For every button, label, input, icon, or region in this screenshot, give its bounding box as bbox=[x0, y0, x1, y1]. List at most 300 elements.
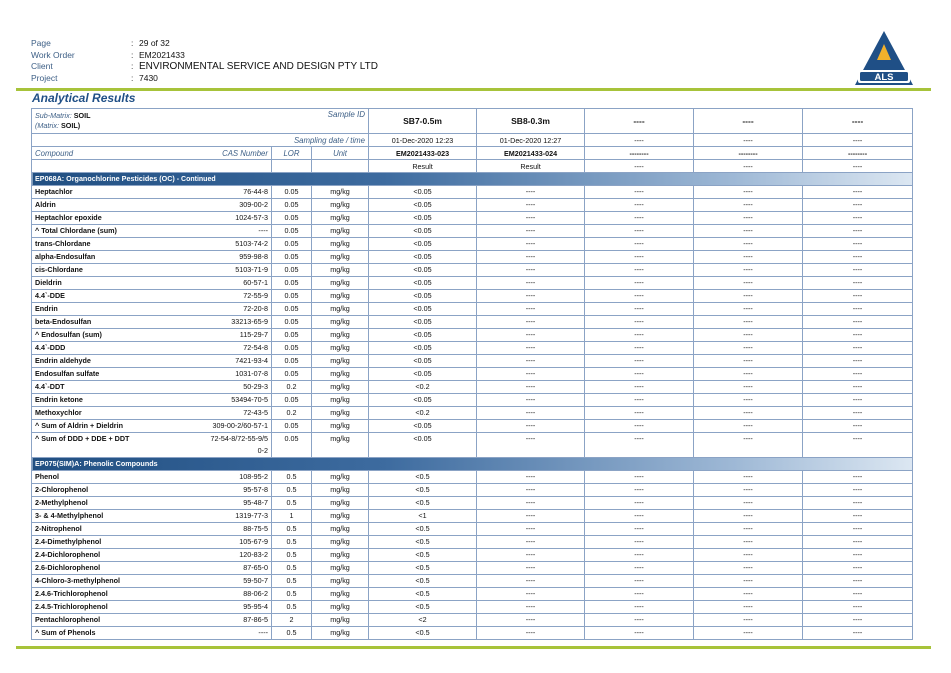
result-empty: ---- bbox=[477, 212, 585, 225]
result-value: <0.05 bbox=[369, 290, 477, 303]
cas-value: 1319-77-3 bbox=[235, 511, 268, 520]
table-row bbox=[32, 497, 913, 510]
unit-value: mg/kg bbox=[312, 290, 369, 303]
lor-value: 0.05 bbox=[272, 342, 312, 355]
result-empty: ---- bbox=[694, 588, 803, 601]
result-empty: ---- bbox=[585, 523, 694, 536]
result-value: <0.05 bbox=[369, 433, 477, 458]
section-title: EP075(SIM)A: Phenolic Compounds bbox=[35, 459, 158, 468]
lor-value: 0.05 bbox=[272, 433, 312, 458]
lor-value: 0.05 bbox=[272, 316, 312, 329]
unit-value: mg/kg bbox=[312, 329, 369, 342]
sample-id: SB8-0.3m bbox=[477, 109, 585, 134]
submatrix-value: SOIL bbox=[73, 111, 91, 120]
result-empty: ---- bbox=[694, 342, 803, 355]
lor-value: 0.5 bbox=[272, 588, 312, 601]
compound-name: Pentachlorophenol bbox=[32, 614, 200, 627]
compound-name: 2-Methylphenol bbox=[32, 497, 200, 510]
compound-name: 2.6-Dichlorophenol bbox=[32, 562, 200, 575]
result-empty: ---- bbox=[585, 549, 694, 562]
result-empty: ---- bbox=[803, 186, 913, 199]
result-empty: ---- bbox=[694, 368, 803, 381]
result-empty: ---- bbox=[477, 342, 585, 355]
cas-value: 95-95-4 bbox=[243, 602, 268, 611]
result-empty: ---- bbox=[477, 420, 585, 433]
result-empty: ---- bbox=[803, 601, 913, 614]
sample-id-label: Sample ID bbox=[272, 109, 369, 134]
cas-value: ---- bbox=[258, 628, 268, 637]
result-empty: ---- bbox=[477, 277, 585, 290]
results-table bbox=[31, 108, 913, 640]
result-empty: ---- bbox=[585, 484, 694, 497]
lor-value: 2 bbox=[272, 614, 312, 627]
result-empty: ---- bbox=[694, 497, 803, 510]
result-empty: ---- bbox=[694, 407, 803, 420]
result-value: <0.05 bbox=[369, 303, 477, 316]
sampling-date: 01-Dec-2020 12:27 bbox=[477, 134, 585, 147]
result-empty: ---- bbox=[803, 420, 913, 433]
result-value: <0.05 bbox=[369, 251, 477, 264]
table-row bbox=[32, 264, 913, 277]
lor-value: 0.05 bbox=[272, 290, 312, 303]
result-empty: ---- bbox=[803, 199, 913, 212]
lor-value: 0.5 bbox=[272, 536, 312, 549]
result-value: <0.05 bbox=[369, 212, 477, 225]
result-empty: ---- bbox=[585, 264, 694, 277]
lor-value: 0.2 bbox=[272, 407, 312, 420]
result-empty: ---- bbox=[803, 471, 913, 484]
cas-number bbox=[200, 186, 272, 199]
result-empty: ---- bbox=[803, 575, 913, 588]
table-row bbox=[32, 303, 913, 316]
result-empty: ---- bbox=[803, 394, 913, 407]
result-value: <0.05 bbox=[369, 420, 477, 433]
result-empty: ---- bbox=[694, 394, 803, 407]
compound-name: 2.4-Dimethylphenol bbox=[32, 536, 200, 549]
result-empty: ---- bbox=[585, 290, 694, 303]
unit-value: mg/kg bbox=[312, 433, 369, 458]
result-empty: ---- bbox=[694, 601, 803, 614]
unit-value: mg/kg bbox=[312, 303, 369, 316]
lor-value: 0.05 bbox=[272, 329, 312, 342]
result-empty: ---- bbox=[803, 523, 913, 536]
lab-id: EM2021433-023 bbox=[369, 147, 477, 160]
result-value: <0.05 bbox=[369, 277, 477, 290]
result-empty: ---- bbox=[585, 433, 694, 458]
client-value: ENVIRONMENTAL SERVICE AND DESIGN PTY LTD bbox=[139, 61, 378, 73]
result-empty: ---- bbox=[477, 484, 585, 497]
cas-value: 959-98-8 bbox=[239, 252, 268, 261]
compound-name: ^ Sum of DDD + DDE + DDT bbox=[32, 433, 200, 458]
unit-value: mg/kg bbox=[312, 562, 369, 575]
lor-value: 0.5 bbox=[272, 484, 312, 497]
lor-value: 0.05 bbox=[272, 238, 312, 251]
result-value: <0.5 bbox=[369, 497, 477, 510]
result-value: <1 bbox=[369, 510, 477, 523]
result-value: <0.05 bbox=[369, 329, 477, 342]
blank-cell bbox=[312, 160, 369, 173]
lor-value: 0.5 bbox=[272, 562, 312, 575]
result-value: <0.05 bbox=[369, 394, 477, 407]
result-value: <0.05 bbox=[369, 316, 477, 329]
lor-value: 0.05 bbox=[272, 212, 312, 225]
unit-value: mg/kg bbox=[312, 186, 369, 199]
cas-value: 53494-70-5 bbox=[231, 395, 268, 404]
result-empty: ---- bbox=[694, 523, 803, 536]
result-empty: ---- bbox=[694, 562, 803, 575]
cas-value: 309-00-2/60-57-1 bbox=[212, 421, 268, 430]
cas-value: 5103-71-9 bbox=[235, 265, 268, 274]
result-empty: ---- bbox=[694, 290, 803, 303]
lab-id: -------- bbox=[585, 147, 694, 160]
result-empty: ---- bbox=[694, 536, 803, 549]
table-row bbox=[32, 562, 913, 575]
compound-name: Methoxychlor bbox=[32, 407, 200, 420]
result-empty: ---- bbox=[585, 614, 694, 627]
work-order-label: Work Order bbox=[31, 49, 75, 60]
result-value: <0.5 bbox=[369, 627, 477, 640]
page-label: Page bbox=[31, 38, 51, 48]
result-empty: ---- bbox=[694, 251, 803, 264]
lor-value: 0.05 bbox=[272, 394, 312, 407]
cas-number bbox=[200, 277, 272, 290]
section-header bbox=[32, 173, 913, 186]
result-value: <0.5 bbox=[369, 471, 477, 484]
sampling-label: Sampling date / time bbox=[32, 134, 369, 147]
result-empty: ---- bbox=[585, 238, 694, 251]
result-empty: ---- bbox=[694, 420, 803, 433]
compound-name: Aldrin bbox=[32, 199, 200, 212]
result-label: ---- bbox=[585, 160, 694, 173]
result-empty: ---- bbox=[694, 199, 803, 212]
cas-number bbox=[200, 316, 272, 329]
cas-number bbox=[200, 471, 272, 484]
result-value: <0.05 bbox=[369, 342, 477, 355]
table-row bbox=[32, 329, 913, 342]
result-value: <2 bbox=[369, 614, 477, 627]
result-empty: ---- bbox=[477, 510, 585, 523]
cas-value: 88-75-5 bbox=[243, 524, 268, 533]
page-title: Analytical Results bbox=[32, 91, 136, 105]
cas-number bbox=[200, 536, 272, 549]
result-empty: ---- bbox=[477, 238, 585, 251]
result-empty: ---- bbox=[477, 381, 585, 394]
table-row bbox=[32, 420, 913, 433]
lor-value: 0.05 bbox=[272, 368, 312, 381]
lor-value: 0.5 bbox=[272, 575, 312, 588]
table-row bbox=[32, 251, 913, 264]
result-value: <0.05 bbox=[369, 225, 477, 238]
lor-value: 0.5 bbox=[272, 523, 312, 536]
result-empty: ---- bbox=[585, 199, 694, 212]
table-row bbox=[32, 627, 913, 640]
result-empty: ---- bbox=[477, 433, 585, 458]
compound-name: beta-Endosulfan bbox=[32, 316, 200, 329]
result-empty: ---- bbox=[585, 394, 694, 407]
table-row bbox=[32, 471, 913, 484]
result-value: <0.5 bbox=[369, 523, 477, 536]
cas-value: 87-65-0 bbox=[243, 563, 268, 572]
unit-value: mg/kg bbox=[312, 510, 369, 523]
lor-value: 0.05 bbox=[272, 303, 312, 316]
cas-value: 115-29-7 bbox=[239, 330, 268, 339]
result-empty: ---- bbox=[585, 316, 694, 329]
result-empty: ---- bbox=[477, 627, 585, 640]
unit-value: mg/kg bbox=[312, 627, 369, 640]
compound-name: 4.4`-DDT bbox=[32, 381, 200, 394]
unit-value: mg/kg bbox=[312, 277, 369, 290]
result-empty: ---- bbox=[803, 277, 913, 290]
cas-value: 33213-65-9 bbox=[231, 317, 268, 326]
unit-value: mg/kg bbox=[312, 549, 369, 562]
result-value: <0.05 bbox=[369, 186, 477, 199]
result-empty: ---- bbox=[803, 510, 913, 523]
unit-value: mg/kg bbox=[312, 381, 369, 394]
cas-number bbox=[200, 355, 272, 368]
unit-value: mg/kg bbox=[312, 536, 369, 549]
result-empty: ---- bbox=[585, 186, 694, 199]
unit-value: mg/kg bbox=[312, 484, 369, 497]
compound-name: ^ Sum of Phenols bbox=[32, 627, 200, 640]
result-empty: ---- bbox=[477, 316, 585, 329]
client-label: Client bbox=[31, 61, 53, 72]
unit-value: mg/kg bbox=[312, 588, 369, 601]
cas-value: 7421-93-4 bbox=[235, 356, 268, 365]
cas-number bbox=[200, 381, 272, 394]
compound-name: Heptachlor epoxide bbox=[32, 212, 200, 225]
lor-value: 0.05 bbox=[272, 355, 312, 368]
lor-value: 0.05 bbox=[272, 225, 312, 238]
cas-value: 88-06-2 bbox=[243, 589, 268, 598]
cas-number bbox=[200, 407, 272, 420]
result-empty: ---- bbox=[585, 627, 694, 640]
result-empty: ---- bbox=[694, 264, 803, 277]
result-empty: ---- bbox=[803, 407, 913, 420]
cas-number bbox=[200, 627, 272, 640]
logo-text: ALS bbox=[874, 72, 894, 83]
result-empty: ---- bbox=[585, 471, 694, 484]
cas-number bbox=[200, 368, 272, 381]
table-row bbox=[32, 407, 913, 420]
compound-name: Endrin aldehyde bbox=[32, 355, 200, 368]
report-header: Page : 29 of 32 Work Order : EM2021433 Client : ENVIRONMENTAL SERVICE AND DESIGN PTY LTD Project : 7430 bbox=[31, 38, 378, 83]
table-row bbox=[32, 290, 913, 303]
result-empty: ---- bbox=[694, 614, 803, 627]
table-row bbox=[32, 433, 913, 458]
cas-number bbox=[200, 238, 272, 251]
compound-label: Compound bbox=[32, 147, 200, 160]
cas-value: 72-43-5 bbox=[243, 408, 268, 417]
result-empty: ---- bbox=[803, 381, 913, 394]
compound-name: Phenol bbox=[32, 471, 200, 484]
result-empty: ---- bbox=[585, 277, 694, 290]
cas-value: 87-86-5 bbox=[243, 615, 268, 624]
result-empty: ---- bbox=[803, 614, 913, 627]
result-empty: ---- bbox=[694, 316, 803, 329]
unit-value: mg/kg bbox=[312, 225, 369, 238]
result-empty: ---- bbox=[694, 303, 803, 316]
result-empty: ---- bbox=[477, 523, 585, 536]
result-empty: ---- bbox=[694, 381, 803, 394]
unit-value: mg/kg bbox=[312, 355, 369, 368]
result-value: <0.5 bbox=[369, 536, 477, 549]
result-empty: ---- bbox=[694, 627, 803, 640]
result-empty: ---- bbox=[477, 575, 585, 588]
section-title: EP068A: Organochlorine Pesticides (OC) bbox=[35, 174, 175, 183]
compound-name: 2.4.5-Trichlorophenol bbox=[32, 601, 200, 614]
result-empty: ---- bbox=[477, 251, 585, 264]
cas-value: 309-00-2 bbox=[239, 200, 268, 209]
page-value: 29 of 32 bbox=[139, 38, 170, 48]
submatrix-label: Sub-Matrix: bbox=[35, 111, 74, 120]
result-value: <0.05 bbox=[369, 368, 477, 381]
section-suffix: - Continued bbox=[174, 176, 216, 183]
table-row bbox=[32, 484, 913, 497]
lor-value: 1 bbox=[272, 510, 312, 523]
result-value: <0.05 bbox=[369, 264, 477, 277]
compound-name: 2-Chlorophenol bbox=[32, 484, 200, 497]
unit-value: mg/kg bbox=[312, 238, 369, 251]
sampling-date: ---- bbox=[694, 134, 803, 147]
result-empty: ---- bbox=[585, 355, 694, 368]
result-value: <0.5 bbox=[369, 484, 477, 497]
result-empty: ---- bbox=[694, 225, 803, 238]
matrix-value: SOIL) bbox=[60, 121, 81, 130]
result-empty: ---- bbox=[477, 329, 585, 342]
cas-value: 105-67-9 bbox=[239, 537, 268, 546]
cas-value: 59-50-7 bbox=[243, 576, 268, 585]
result-empty: ---- bbox=[585, 381, 694, 394]
sampling-date: 01-Dec-2020 12:23 bbox=[369, 134, 477, 147]
cas-value: 60-57-1 bbox=[243, 278, 268, 287]
result-empty: ---- bbox=[803, 355, 913, 368]
result-empty: ---- bbox=[477, 303, 585, 316]
result-empty: ---- bbox=[803, 225, 913, 238]
result-empty: ---- bbox=[477, 199, 585, 212]
compound-name: 2-Nitrophenol bbox=[32, 523, 200, 536]
cas-number bbox=[200, 484, 272, 497]
lor-value: 0.05 bbox=[272, 277, 312, 290]
unit-value: mg/kg bbox=[312, 264, 369, 277]
table-row bbox=[32, 575, 913, 588]
cas-value: 50-29-3 bbox=[243, 382, 268, 391]
table-row bbox=[32, 225, 913, 238]
table-row bbox=[32, 510, 913, 523]
result-empty: ---- bbox=[694, 238, 803, 251]
table-row bbox=[32, 355, 913, 368]
cas-value-cont: 0-2 bbox=[257, 446, 268, 455]
cas-number bbox=[200, 251, 272, 264]
result-value: <0.5 bbox=[369, 549, 477, 562]
blank-cell bbox=[32, 160, 272, 173]
table-row bbox=[32, 601, 913, 614]
result-empty: ---- bbox=[694, 484, 803, 497]
result-label: Result bbox=[369, 160, 477, 173]
result-empty: ---- bbox=[694, 186, 803, 199]
sample-id: ---- bbox=[694, 109, 803, 134]
compound-name: Heptachlor bbox=[32, 186, 200, 199]
table-row bbox=[32, 549, 913, 562]
cas-number bbox=[200, 420, 272, 433]
unit-value: mg/kg bbox=[312, 316, 369, 329]
cas-value: 72-54-8/72-55-9/5 bbox=[210, 434, 268, 443]
table-row bbox=[32, 277, 913, 290]
cas-value: 72-54-8 bbox=[243, 343, 268, 352]
result-empty: ---- bbox=[803, 264, 913, 277]
sample-id: ---- bbox=[803, 109, 913, 134]
lor-value: 0.05 bbox=[272, 264, 312, 277]
lor-value: 0.5 bbox=[272, 601, 312, 614]
result-label: ---- bbox=[694, 160, 803, 173]
bottom-divider bbox=[16, 646, 931, 649]
cas-value: 1024-57-3 bbox=[235, 213, 268, 222]
result-value: <0.5 bbox=[369, 601, 477, 614]
result-empty: ---- bbox=[803, 329, 913, 342]
result-empty: ---- bbox=[803, 368, 913, 381]
project-label: Project bbox=[31, 72, 58, 83]
cas-value: 95-48-7 bbox=[243, 498, 268, 507]
compound-name: alpha-Endosulfan bbox=[32, 251, 200, 264]
table-row bbox=[32, 368, 913, 381]
cas-number bbox=[200, 264, 272, 277]
work-order-value: EM2021433 bbox=[139, 49, 185, 60]
result-empty: ---- bbox=[585, 536, 694, 549]
lor-value: 0.05 bbox=[272, 251, 312, 264]
table-row bbox=[32, 199, 913, 212]
lor-value: 0.5 bbox=[272, 471, 312, 484]
result-empty: ---- bbox=[803, 549, 913, 562]
result-empty: ---- bbox=[585, 342, 694, 355]
result-empty: ---- bbox=[803, 303, 913, 316]
result-empty: ---- bbox=[803, 212, 913, 225]
result-empty: ---- bbox=[694, 212, 803, 225]
compound-name: ^ Total Chlordane (sum) bbox=[32, 225, 200, 238]
table-row bbox=[32, 588, 913, 601]
table-row bbox=[32, 238, 913, 251]
cas-number bbox=[200, 588, 272, 601]
result-empty: ---- bbox=[477, 264, 585, 277]
cas-number bbox=[200, 523, 272, 536]
unit-value: mg/kg bbox=[312, 497, 369, 510]
compound-name: 3- & 4-Methylphenol bbox=[32, 510, 200, 523]
table-row bbox=[32, 186, 913, 199]
lor-value: 0.05 bbox=[272, 199, 312, 212]
compound-name: Endrin ketone bbox=[32, 394, 200, 407]
result-empty: ---- bbox=[694, 277, 803, 290]
matrix-cell bbox=[32, 109, 272, 134]
result-empty: ---- bbox=[585, 420, 694, 433]
result-empty: ---- bbox=[803, 238, 913, 251]
unit-value: mg/kg bbox=[312, 394, 369, 407]
lab-id: -------- bbox=[803, 147, 913, 160]
result-empty: ---- bbox=[477, 225, 585, 238]
result-empty: ---- bbox=[694, 355, 803, 368]
result-empty: ---- bbox=[585, 329, 694, 342]
unit-value: mg/kg bbox=[312, 368, 369, 381]
result-empty: ---- bbox=[477, 290, 585, 303]
result-empty: ---- bbox=[694, 329, 803, 342]
compound-name: 4-Chloro-3-methylphenol bbox=[32, 575, 200, 588]
result-empty: ---- bbox=[585, 212, 694, 225]
lor-value: 0.2 bbox=[272, 381, 312, 394]
cas-value: 108-95-2 bbox=[239, 472, 268, 481]
result-empty: ---- bbox=[803, 342, 913, 355]
table-row bbox=[32, 614, 913, 627]
cas-number bbox=[200, 329, 272, 342]
lor-value: 0.5 bbox=[272, 497, 312, 510]
result-empty: ---- bbox=[694, 549, 803, 562]
result-empty: ---- bbox=[477, 471, 585, 484]
